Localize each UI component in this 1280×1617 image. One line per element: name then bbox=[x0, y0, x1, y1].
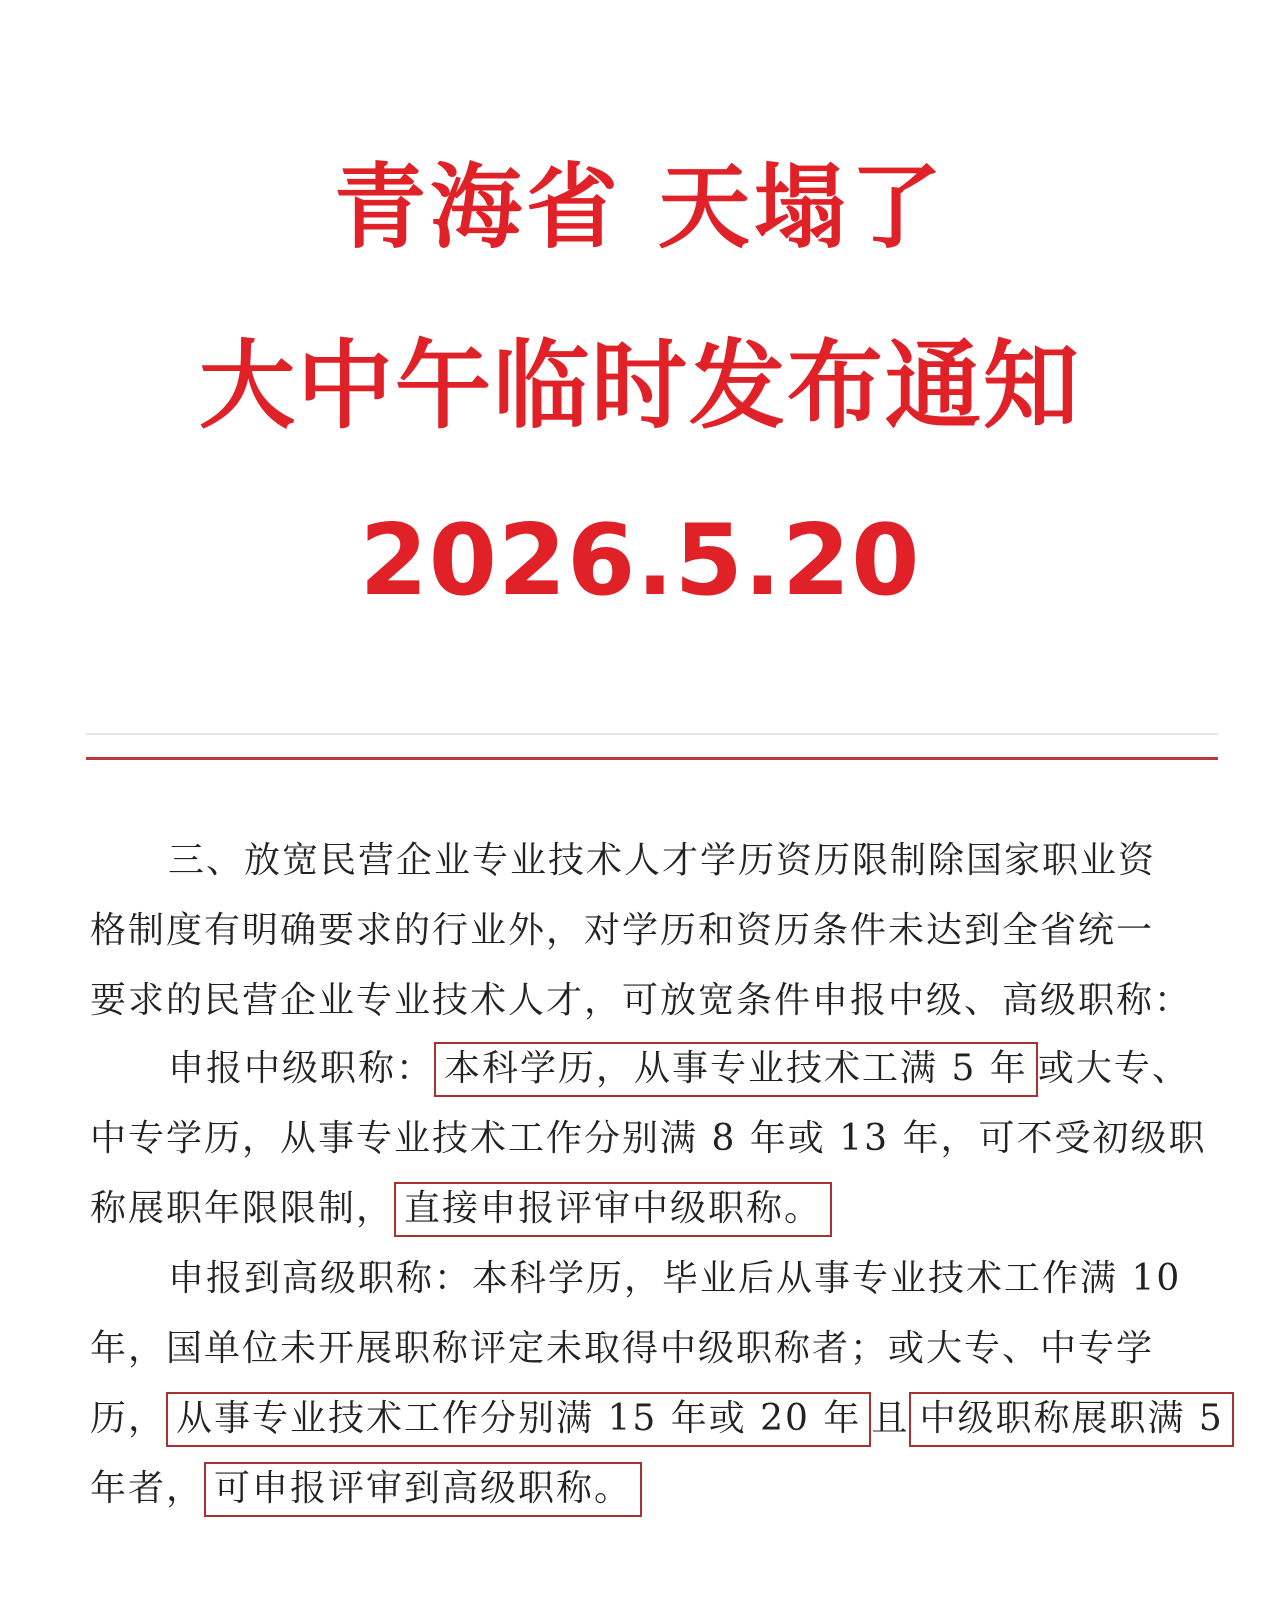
headline-line-1: 青海省 天塌了 bbox=[333, 154, 947, 261]
body-text: 申报到高级职称：本科学历，毕业后从事专业技术工作满 10 bbox=[168, 1258, 1182, 1299]
headline-date: 2026.5.20 bbox=[359, 504, 921, 618]
highlight-box: 直接申报评审中级职称。 bbox=[394, 1182, 832, 1237]
body-text: 且 bbox=[871, 1398, 910, 1439]
body-text: 中专学历，从事专业技术工作分别满 8 年或 13 年，可不受初级职 bbox=[90, 1118, 1207, 1159]
divider-red bbox=[86, 757, 1218, 760]
body-line bbox=[90, 1460, 642, 1511]
body-line bbox=[168, 1250, 1181, 1301]
highlight-box: 从事专业技术工作分别满 15 年或 20 年 bbox=[166, 1392, 871, 1447]
body-line bbox=[90, 1110, 1207, 1161]
body-line bbox=[168, 1040, 1190, 1091]
headline-line-2: 大中午临时发布通知 bbox=[199, 330, 1081, 442]
body-text: 要求的民营企业专业技术人才，可放宽条件申报中级、高级职称： bbox=[90, 980, 1193, 1021]
body-line bbox=[90, 1320, 1154, 1371]
body-text: 三、放宽民营企业专业技术人才学历资历限制除国家职业资 bbox=[168, 840, 1157, 881]
body-line bbox=[90, 972, 1192, 1023]
body-line bbox=[90, 902, 1154, 953]
body-line bbox=[168, 832, 1156, 883]
body-text: 或大专、 bbox=[1037, 1048, 1190, 1089]
body-text: 格制度有明确要求的行业外，对学历和资历条件未达到全省统一 bbox=[90, 910, 1155, 951]
body-line bbox=[90, 1390, 1234, 1441]
body-text: 历， bbox=[90, 1398, 167, 1439]
body-text: 年，国单位未开展职称评定未取得中级职称者；或大专、中专学 bbox=[90, 1328, 1155, 1369]
body-line bbox=[90, 1180, 832, 1231]
body-text: 年者， bbox=[90, 1468, 205, 1509]
divider-light bbox=[86, 733, 1218, 735]
highlight-box: 中级职称展职满 5 bbox=[909, 1392, 1233, 1447]
body-text: 称展职年限限制， bbox=[90, 1188, 395, 1229]
highlight-box: 本科学历，从事专业技术工满 5 年 bbox=[434, 1042, 1038, 1097]
highlight-box: 可申报评审到高级职称。 bbox=[204, 1462, 642, 1517]
body-text: 申报中级职称： bbox=[168, 1048, 435, 1089]
